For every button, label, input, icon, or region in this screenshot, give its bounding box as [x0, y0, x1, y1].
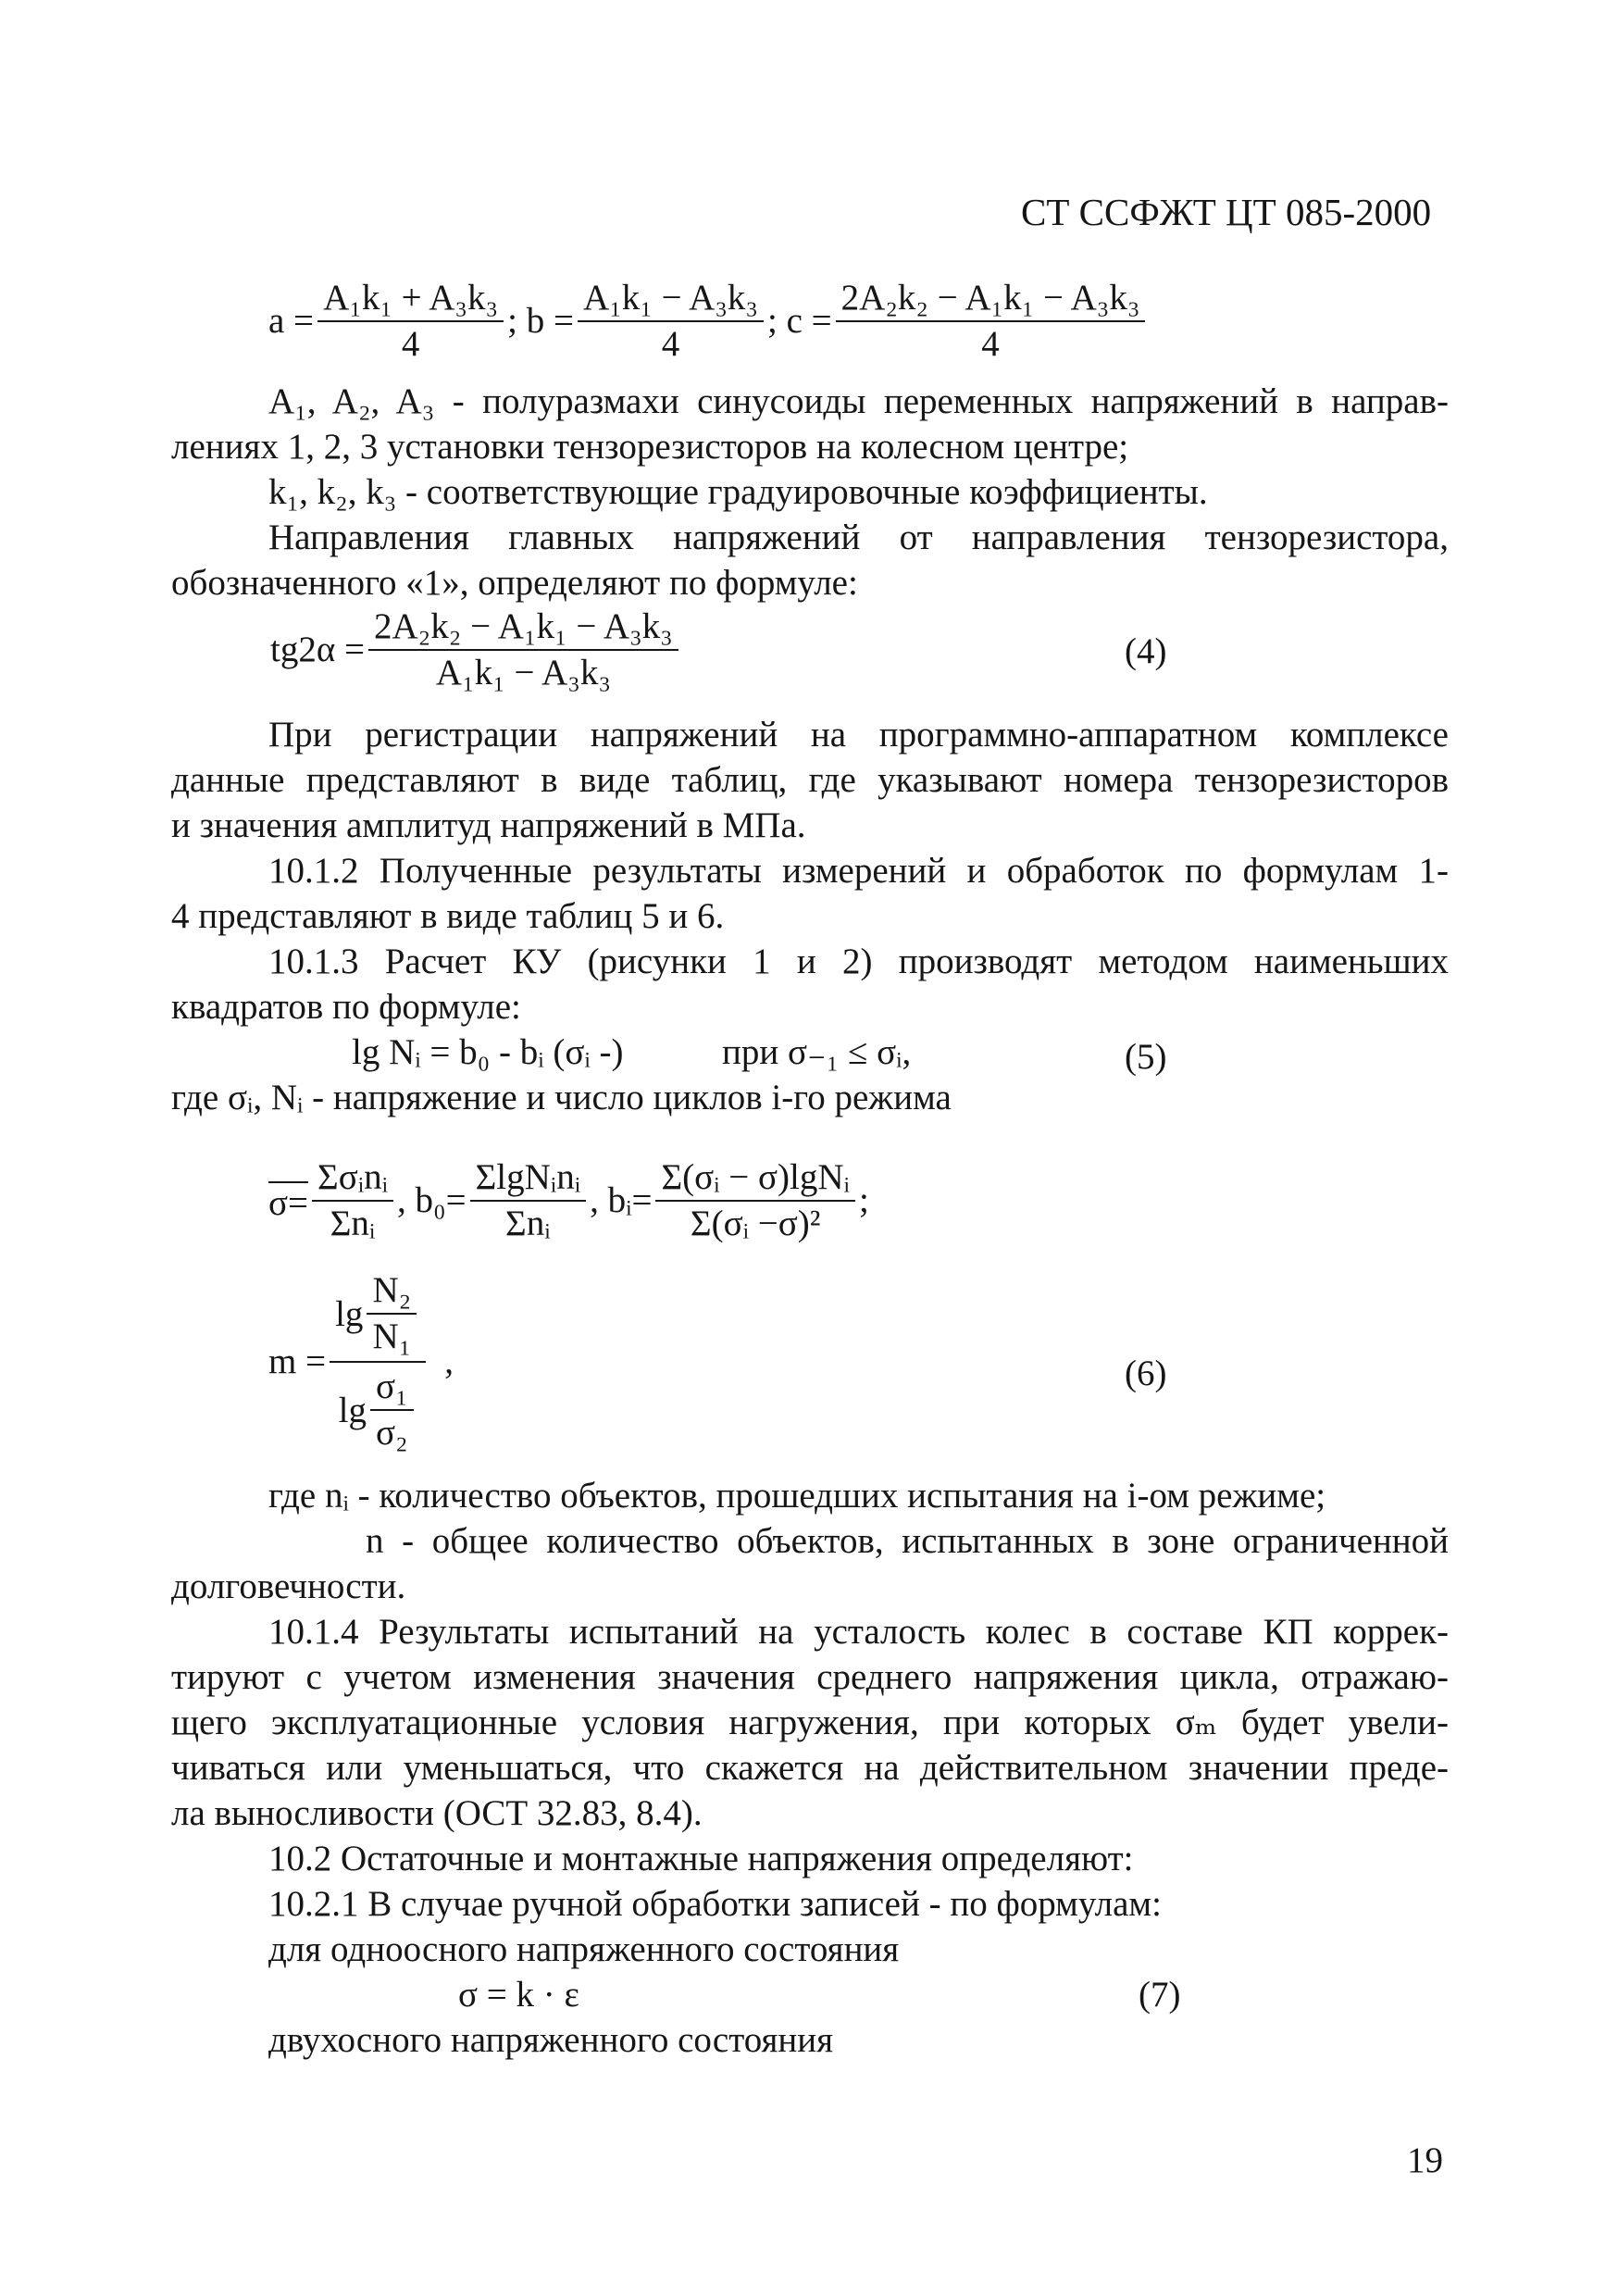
fraction-b-denominator: 4 — [661, 324, 680, 364]
fraction-tg2a-numerator: 2A₂k₂ − A₁k₁ − A₃k₃ — [368, 606, 678, 651]
paragraph-10-1-4-line-4: чиваться или уменьшаться, что скажется на действительном значении преде- — [171, 1748, 1449, 1788]
fraction-n-ratio — [367, 1270, 417, 1357]
paragraph-10-2-1: 10.2.1 В случае ручной обработки записей - по формулам: — [268, 1884, 1162, 1924]
fraction-b-numerator: A₁k₁ − A₃k₃ — [578, 278, 764, 322]
fraction-bi-numerator: Σ(σᵢ − σ)lgNᵢ — [655, 1157, 854, 1202]
fraction-c — [836, 278, 1146, 365]
formula-5-condition: при σ₋₁ ≤ σᵢ, — [722, 1032, 912, 1072]
fraction-n2: N₂ — [367, 1270, 417, 1315]
paragraph-10-1-4-line-3: щего эксплуатационные условия нагружения, при которых σₘ будет увели- — [171, 1703, 1449, 1742]
fraction-b0-denominator: Σnᵢ — [505, 1204, 551, 1243]
fraction-m-numerator — [330, 1270, 426, 1363]
formula-7-expression: σ = k · ε — [458, 1975, 579, 2015]
formula-6a — [268, 1157, 869, 1244]
fraction-m — [330, 1270, 426, 1454]
document-code: СТ ССФЖТ ЦТ 085-2000 — [1021, 191, 1432, 233]
page-number: 19 — [1407, 2140, 1443, 2180]
fraction-sigma-ratio — [370, 1366, 414, 1454]
fraction-a — [317, 278, 504, 365]
paragraph-10-1-2-line-2: 4 представляют в виде таблиц 5 и 6. — [171, 896, 725, 936]
paragraph-10-1-3-line-2: квадратов по формуле: — [171, 987, 521, 1027]
fraction-c-numerator: 2A₂k₂ − A₁k₁ − A₃k₃ — [836, 278, 1146, 322]
formula-abc — [268, 278, 1149, 365]
fraction-sigma-mean-denominator: Σnᵢ — [330, 1204, 376, 1243]
fraction-sigma-mean — [312, 1157, 393, 1244]
formula-5-expression: lg Nᵢ = b₀ - bᵢ (σᵢ -) — [352, 1032, 624, 1072]
formula-6-comma: , — [444, 1341, 454, 1381]
paragraph-coefficients: k₁, k₂, k₃ - соответствующие градуировочные коэффициенты. — [268, 472, 1208, 512]
formula-4-number: (4) — [1125, 631, 1167, 671]
paragraph-10-1-3-line-1: 10.1.3 Расчет КУ (рисунки 1 и 2) производят методом наименьших — [268, 942, 1449, 981]
fraction-sigma1: σ₁ — [370, 1366, 414, 1411]
formula-bi-lhs: , bᵢ= — [590, 1180, 653, 1220]
paragraph-amplitudes-line-2: лениях 1, 2, 3 установки тензорезисторов на колесном центре; — [171, 427, 1129, 467]
fraction-sigma2: σ₂ — [376, 1413, 408, 1453]
paragraph-10-2: 10.2 Остаточные и монтажные напряжения определяют: — [268, 1839, 1134, 1878]
formula-sigma-mean-lhs: σ= — [268, 1182, 309, 1223]
paragraph-10-1-2-line-1: 10.1.2 Полученные результаты измерений и обработок по формулам 1- — [268, 851, 1449, 891]
fraction-b0-numerator: ΣlgNᵢnᵢ — [470, 1157, 586, 1202]
paragraph-n-total-line-1: n - общее количество объектов, испытанных в зоне ограниченной — [366, 1521, 1449, 1561]
paragraph-uniaxial: для одноосного напряженного состояния — [268, 1929, 900, 1969]
fraction-b — [578, 278, 764, 365]
formula-6-number: (6) — [1125, 1354, 1167, 1393]
fraction-a-denominator: 4 — [401, 324, 420, 364]
paragraph-10-1-4-line-5: ла выносливости (ОСТ 32.83, 8.4). — [171, 1793, 703, 1833]
paragraph-registration-line-3: и значения амплитуд напряжений в МПа. — [171, 805, 806, 845]
paragraph-n-total-line-2: долговечности. — [171, 1566, 406, 1606]
formula-4 — [270, 606, 682, 693]
paragraph-10-1-4-line-2: тируют с учетом изменения значения среднего напряжения цикла, отражаю- — [171, 1657, 1449, 1697]
formula-b0-lhs: , b₀= — [397, 1180, 467, 1220]
formula-6a-end: ; — [858, 1180, 869, 1220]
formula-6 — [268, 1270, 454, 1454]
paragraph-directions-line-2: обозначенного «1», определяют по формуле: — [171, 563, 858, 603]
paragraph-where-n-i: где nᵢ - количество объектов, прошедших испытания на i-ом режиме; — [268, 1476, 1326, 1516]
fraction-b0 — [470, 1157, 586, 1244]
paragraph-where-sigma: где σᵢ, Nᵢ - напряжение и число циклов i-го режима — [171, 1078, 952, 1117]
fraction-m-denominator — [339, 1363, 417, 1454]
fraction-a-numerator: A₁k₁ + A₃k₃ — [317, 278, 504, 322]
formula-a-lhs: a = — [268, 301, 315, 341]
log-n-label: lg — [335, 1293, 364, 1334]
paragraph-registration-line-2: данные представляют в виде таблиц, где указывают номера тензорезисторов — [171, 760, 1449, 800]
log-sigma-label: lg — [338, 1390, 367, 1430]
fraction-bi-denominator: Σ(σᵢ −σ)² — [690, 1204, 821, 1243]
formula-7-number: (7) — [1139, 1975, 1181, 2015]
fraction-sigma-mean-numerator: Σσᵢnᵢ — [312, 1157, 393, 1202]
fraction-tg2a — [368, 606, 678, 693]
fraction-bi — [655, 1157, 854, 1244]
formula-6-lhs: m = — [268, 1341, 327, 1381]
paragraph-registration-line-1: При регистрации напряжений на программно-аппаратном комплексе — [268, 715, 1449, 755]
formula-b-lhs: ; b = — [507, 301, 574, 341]
formula-5-number: (5) — [1125, 1037, 1167, 1077]
paragraph-amplitudes-line-1: A₁, A₂, A₃ - полуразмахи синусоиды переменных напряжений в направ- — [268, 381, 1449, 421]
paragraph-10-1-4-line-1: 10.1.4 Результаты испытаний на усталость колес в составе КП коррек- — [268, 1612, 1449, 1652]
fraction-c-denominator: 4 — [981, 324, 1000, 364]
paragraph-biaxial: двухосного напряженного состояния — [268, 2020, 834, 2060]
fraction-n1: N₁ — [372, 1316, 412, 1356]
paragraph-directions-line-1: Направления главных напряжений от направления тензорезистора, — [268, 518, 1449, 557]
formula-c-lhs: ; c = — [767, 301, 832, 341]
fraction-tg2a-denominator: A₁k₁ − A₃k₃ — [435, 653, 611, 693]
formula-4-lhs: tg2α = — [270, 630, 366, 669]
